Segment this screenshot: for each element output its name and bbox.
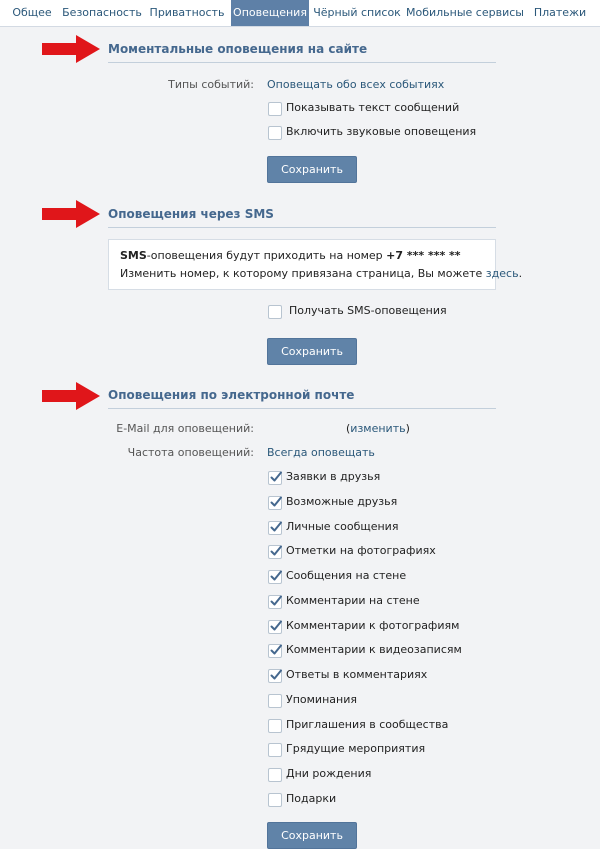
checkbox-label: Комментарии на стене <box>286 593 420 607</box>
checkbox-label: Сообщения на стене <box>286 569 407 582</box>
tab-notifications[interactable]: Оповещения <box>231 0 309 26</box>
paren-close: ) <box>405 422 410 435</box>
red-arrow-icon <box>42 34 102 64</box>
sms-change-line <box>120 267 522 280</box>
sms-line-text: -оповещения будут приходить на номер <box>146 249 387 262</box>
save-sms-button[interactable]: Сохранить <box>267 338 357 365</box>
event-types-dropdown[interactable]: Оповещать обо всех событиях <box>267 78 445 91</box>
checkbox-checked[interactable] <box>268 644 282 658</box>
frequency-dropdown[interactable]: Всегда оповещать <box>267 446 375 459</box>
sms-notifications-title: Оповещения через SMS <box>108 207 496 228</box>
email-change-link[interactable]: изменить <box>350 422 406 435</box>
checkbox-checked[interactable] <box>268 570 282 584</box>
red-arrow-icon <box>42 199 102 229</box>
save-email-button[interactable]: Сохранить <box>267 822 357 849</box>
checkbox-box[interactable] <box>268 102 282 116</box>
checkbox-label: Заявки в друзья <box>286 470 381 483</box>
checkbox-label: Личные сообщения <box>286 519 399 533</box>
event-types-label: Типы событий: <box>168 78 254 91</box>
sms-number: +7 *** *** ** <box>386 249 461 262</box>
sms-number-line <box>120 249 461 262</box>
checkbox-label: Дни рождения <box>286 767 372 780</box>
checkbox-label: Ответы в комментариях <box>286 668 428 681</box>
checkbox-label: Приглашения в сообщества <box>286 717 449 731</box>
checkbox-box[interactable] <box>268 719 282 733</box>
sms-bold: SMS <box>120 249 147 262</box>
sms-change-text: Изменить номер, к которому привязана страница, Вы можете <box>120 267 486 280</box>
paren-open: ( <box>346 422 351 435</box>
save-site-button[interactable]: Сохранить <box>267 156 357 183</box>
checkbox-box[interactable] <box>268 305 282 319</box>
checkbox-box[interactable] <box>268 694 282 708</box>
checkbox-checked[interactable] <box>268 545 282 559</box>
checkbox-checked[interactable] <box>268 595 282 609</box>
red-arrow-icon <box>42 381 102 411</box>
tab-general[interactable]: Общее <box>12 6 52 19</box>
tab-blacklist[interactable]: Чёрный список <box>313 6 401 19</box>
sms-here-link[interactable]: здесь <box>485 267 519 280</box>
checkbox-label: Комментарии к фотографиям <box>286 618 460 632</box>
checkbox-label: Показывать текст сообщений <box>286 101 460 114</box>
site-notifications-title: Моментальные оповещения на сайте <box>108 42 496 63</box>
checkbox-label: Подарки <box>286 791 337 805</box>
checkbox-checked[interactable] <box>268 496 282 510</box>
email-notifications-title: Оповещения по электронной почте <box>108 388 496 409</box>
checkbox-checked[interactable] <box>268 669 282 683</box>
settings-tabs <box>0 0 600 27</box>
checkbox-checked[interactable] <box>268 521 282 535</box>
tab-security[interactable]: Безопасность <box>62 6 142 19</box>
checkbox-checked[interactable] <box>268 620 282 634</box>
frequency-label: Частота оповещений: <box>127 446 254 459</box>
checkbox-box[interactable] <box>268 743 282 757</box>
checkbox-label: Получать SMS-оповещения <box>289 304 447 317</box>
tab-payments[interactable]: Платежи <box>533 6 587 19</box>
checkbox-box[interactable] <box>268 768 282 782</box>
email-label: E-Mail для оповещений: <box>116 422 254 435</box>
sms-info-box <box>108 239 523 290</box>
checkbox-label: Отметки на фотографиях <box>286 544 436 558</box>
checkbox-box[interactable] <box>268 126 282 140</box>
tab-privacy[interactable]: Приватность <box>149 6 225 19</box>
checkbox-checked[interactable] <box>268 471 282 485</box>
checkbox-box[interactable] <box>268 793 282 807</box>
email-change <box>346 422 410 435</box>
checkbox-label: Возможные друзья <box>286 494 398 508</box>
checkbox-label: Грядущие мероприятия <box>286 742 426 756</box>
tab-mobile-services[interactable]: Мобильные сервисы <box>406 6 524 19</box>
checkbox-label: Комментарии к видеозаписям <box>286 643 462 657</box>
sms-dot: . <box>518 267 523 280</box>
checkbox-label: Упоминания <box>286 692 357 706</box>
checkbox-label: Включить звуковые оповещения <box>286 125 477 138</box>
